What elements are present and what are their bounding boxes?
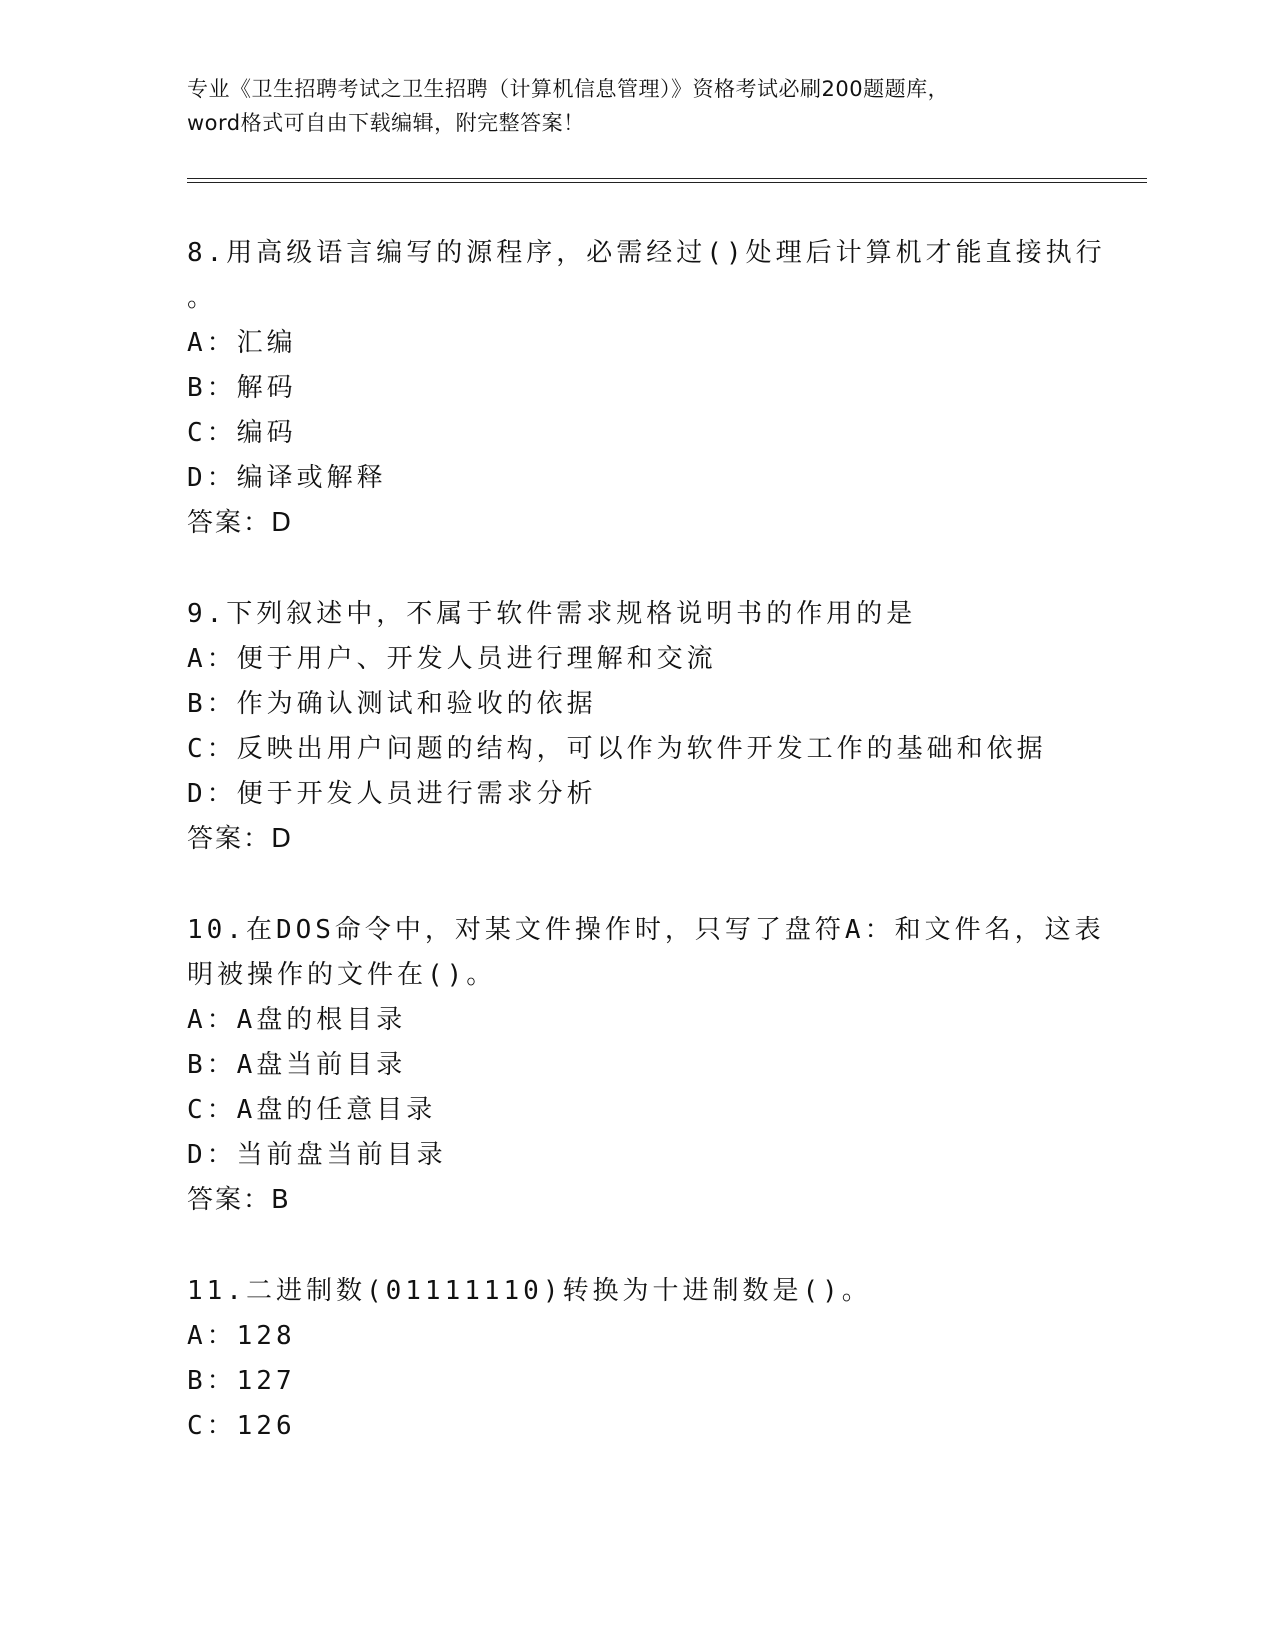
option-c: C：126 [187, 1411, 296, 1441]
question-stem-continued: 明被操作的文件在()。 [187, 960, 497, 990]
question-list [187, 231, 1147, 1449]
question-11 [187, 1269, 1147, 1449]
question-stem: 11.二进制数(01111110)转换为十进制数是()。 [187, 1276, 872, 1306]
question-8 [187, 231, 1147, 546]
header-double-rule [187, 178, 1147, 183]
option-d: D：编译或解释 [187, 463, 387, 493]
option-c: C：A盘的任意目录 [187, 1095, 437, 1125]
option-b: B：作为确认测试和验收的依据 [187, 689, 597, 719]
option-b: B：解码 [187, 373, 297, 403]
option-a: A：汇编 [187, 328, 297, 358]
option-b: B：A盘当前目录 [187, 1050, 407, 1080]
option-c: C：反映出用户问题的结构，可以作为软件开发工作的基础和依据 [187, 734, 1047, 764]
option-a: A：便于用户、开发人员进行理解和交流 [187, 644, 717, 674]
option-c: C：编码 [187, 418, 297, 448]
header-line-2: word格式可自由下载编辑，附完整答案！ [187, 111, 585, 135]
option-d: D：当前盘当前目录 [187, 1140, 447, 1170]
header-line-1: 专业《卫生招聘考试之卫生招聘（计算机信息管理）》资格考试必刷200题题库， [187, 77, 950, 101]
option-d: D：便于开发人员进行需求分析 [187, 779, 597, 809]
document-page [187, 72, 1147, 1495]
option-a: A：A盘的根目录 [187, 1005, 407, 1035]
document-header [187, 72, 1147, 140]
option-b: B：127 [187, 1366, 296, 1396]
question-stem: 9.下列叙述中，不属于软件需求规格说明书的作用的是 [187, 599, 917, 629]
answer: 答案：D [187, 824, 294, 854]
answer: 答案：B [187, 1185, 291, 1215]
answer: 答案：D [187, 508, 294, 538]
question-stem: 8.用高级语言编写的源程序，必需经过()处理后计算机才能直接执行 [187, 238, 1106, 268]
question-10 [187, 908, 1147, 1223]
question-stem: 10.在DOS命令中，对某文件操作时，只写了盘符A：和文件名，这表 [187, 915, 1105, 945]
question-stem-continued: 。 [187, 283, 218, 313]
question-9 [187, 592, 1147, 862]
option-a: A：128 [187, 1321, 296, 1351]
